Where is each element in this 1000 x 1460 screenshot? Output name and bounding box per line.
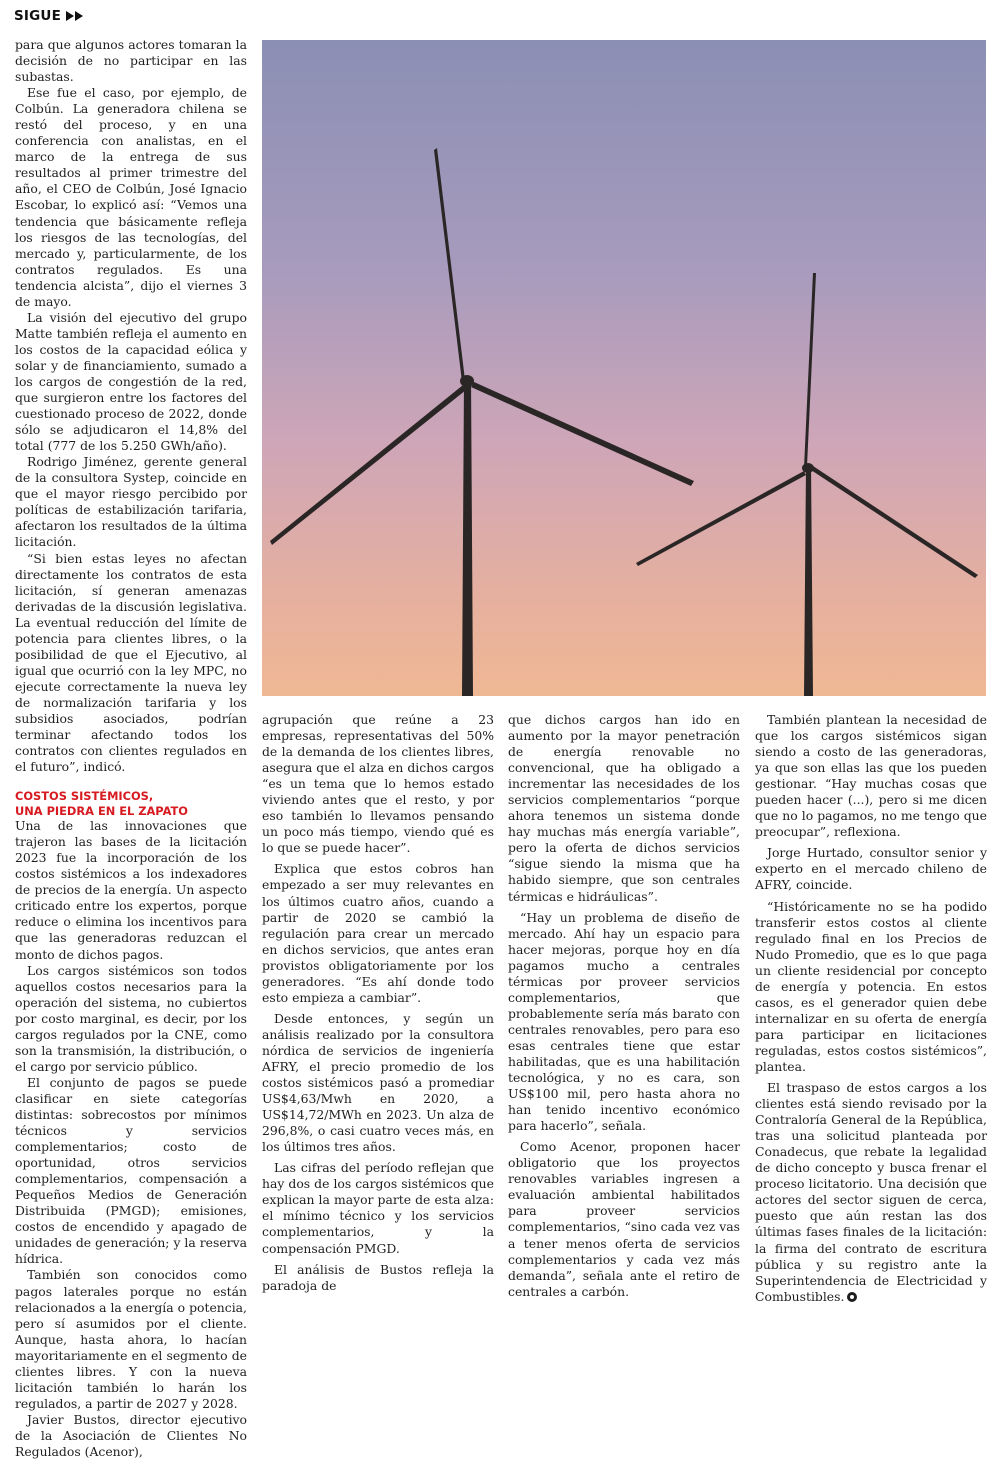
paragraph: El análisis de Bustos refleja la paradoja de [262, 1261, 494, 1293]
paragraph: También son conocidos como pagos laterales porque no están relacionados a la energía o potencia, pero sí asumidos por el cliente. Aunque, hasta ahora, lo hacían mayoritariamente en el segmento de clientes libres. Y con la nueva licitación también lo harán los regulados, a partir de 2027 y 2028. [15, 1267, 247, 1411]
paragraph: También plantean la necesidad de que los cargos sistémicos sigan siendo a costo de las generadoras, ya que son ellas las que los pueden gestionar. “Hay muchas cosas que pueden hacer (...), pero si me dicen que no lo pagamos, no me tengo que preocupar”, reflexiona. [755, 712, 987, 840]
paragraph: Jorge Hurtado, consultor senior y experto en el mercado chileno de AFRY, coincide. [755, 845, 987, 893]
subhead-line: COSTOS SISTÉMICOS, [15, 789, 154, 804]
paragraph: Una de las innovaciones que trajeron las bases de la licitación 2023 fue la incorporación de los costos sistémicos a los indexadores de precios de la energía. Un aspecto criticado entre los expertos, porque reduce o elimina los incentivos para que las generadoras reduzcan el monto de dichos pagos. [15, 818, 247, 962]
paragraph: Javier Bustos, director ejecutivo de la Asociación de Clientes No Regulados (Acenor), [15, 1411, 247, 1459]
paragraph-text: El traspaso de estos cargos a los clientes está siendo revisado por la Contraloría General de la República, tras una solicitud planteada por Conadecus, que rebate la legalidad de dicho concepto y busca frenar el proceso licitatorio. Una decisión que actores del sector siguen de cerca, puesto que aún restan las dos últimas fases finales de la licitación: la firma del contrato de escritura pública y su registro ante la Superintendencia de Electricidad y Combustibles. [755, 1080, 987, 1304]
paragraph: El conjunto de pagos se puede clasificar en siete categorías distintas: sobrecostos por mínimos técnicos y servicios complementarios; costo de oportunidad, otros servicios complementarios, compensación a Pequeños Medios de Generación Distribuida (PMGD); emisiones, costos de encendido y apagado de unidades de generación; y la reserva hídrica. [15, 1074, 247, 1267]
paragraph: “Si bien estas leyes no afectan directamente los contratos de esta licitación, sí generan amenazas derivadas de la discusión legislativa. La eventual reducción del límite de potencia para clientes libres, o la posibilidad de que el Ejecutivo, al igual que ocurrió con la ley MPC, no ejecute correctamente la nueva ley de normalización tarifaria y los subsidios asociados, podrían terminar afectando todos los contratos con clientes regulados en el futuro”, indicó. [15, 550, 247, 775]
continue-header [14, 7, 84, 25]
section-subhead [15, 789, 247, 818]
paragraph: Las cifras del período reflejan que hay dos de los cargos sistémicos que explican la mayor parte de esta alza: el mínimo técnico y los servicios complementarios, y la compensación PMGD. [262, 1160, 494, 1256]
paragraph: Como Acenor, proponen hacer obligatorio que los proyectos renovables variables ingresen a evaluación ambiental habilitados para proveer servicios complementarios, “sino cada vez vas a tener menos oferta de servicios complementarios y cada vez más demanda”, señala ante el retiro de centrales a carbón. [508, 1139, 740, 1299]
paragraph-final [755, 1080, 987, 1305]
paragraph: Ese fue el caso, por ejemplo, de Colbún. La generadora chilena se restó del proceso, y en una conferencia con analistas, en el marco de la entrega de sus resultados al primer trimestre del año, el CEO de Colbún, José Ignacio Escobar, lo explicó así: “Vemos una tendencia que básicamente refleja los riesgos de las tecnologías, del mercado y, particularmente, de los contratos regulados. Es una tendencia alcista”, dijo el viernes 3 de mayo. [15, 85, 247, 309]
end-of-article-icon [847, 1292, 857, 1302]
paragraph: “Hay un problema de diseño de mercado. Ahí hay un espacio para hacer mejoras, porque hoy en día pagamos mucho a centrales térmicas por proveer servicios complementarios, que probablemente sería más barato con centrales renovables, pero para eso esas centrales tiene que estar habilitadas, que es una habilitación tecnológica, y no es cara, son US$100 mil, pero hasta ahora no han tenido incentivo económico para hacerlo”, señala. [508, 909, 740, 1134]
paragraph: Los cargos sistémicos son todos aquellos costos necesarios para la operación del sistema, no cubiertos por costo marginal, es decir, por los cargos regulados por la CNE, como son la transmisión, la distribución, o el cargo por servicio público. [15, 962, 247, 1074]
article-column-4 [755, 712, 987, 1305]
wind-turbines-photo [262, 40, 986, 696]
article-column-3 [508, 712, 740, 1300]
paragraph: para que algunos actores tomaran la decisión de no participar en las subastas. [15, 37, 247, 85]
paragraph: Explica que estos cobros han empezado a ser muy relevantes en los últimos cuatro años, cuando a partir de 2020 se cambió la regulación para crear un mercado en dichos servicios, que antes eran provistos obligatoriamente por los generadores. “Es ahí donde todo esto empieza a cambiar”. [262, 861, 494, 1005]
article-column-2 [262, 712, 494, 1294]
double-play-icon [66, 11, 84, 21]
paragraph: La visión del ejecutivo del grupo Matte también refleja el aumento en los costos de la capacidad eólica y solar y de financiamiento, sumado a los cargos de congestión de la red, que surgieron entre los factores del cuestionado proceso de 2022, donde sólo se adjudicaron el 14,8% del total (777 de los 5.250 GWh/año). [15, 309, 247, 454]
continue-label: SIGUE [14, 8, 62, 24]
paragraph: agrupación que reúne a 23 empresas, representativas del 50% de la demanda de los clientes libres, asegura que el alza en dichos cargos “es un tema que lo hemos estado viviendo antes que el resto, y por eso también lo llevamos pensando un poco más tiempo, viendo qué es lo que se puede hacer”. [262, 712, 494, 856]
paragraph: que dichos cargos han ido en aumento por la mayor penetración de energía renovable no convencional, que ha obligado a incrementar las necesidades de los servicios complementarios “porque ahora tenemos un sistema donde hay muchas más energía variable”, pero la oferta de dichos servicios “sigue siendo la misma que ha habido siempre, que son centrales térmicas e hidráulicas”. [508, 712, 740, 904]
paragraph: Rodrigo Jiménez, gerente general de la consultora Systep, coincide en que el mayor riesgo percibido por políticas de estabilización tarifaria, afectaron los resultados de la última licitación. [15, 454, 247, 550]
paragraph: “Históricamente no se ha podido transferir estos costos al cliente regulado final en los Precios de Nudo Promedio, que es lo que paga un cliente residencial por concepto de energía y potencia. En estos casos, es el generador quien debe internalizar en su oferta de energía para participar en licitaciones reguladas, estos costos sistémicos”, plantea. [755, 898, 987, 1074]
subhead-line: UNA PIEDRA EN EL ZAPATO [15, 803, 188, 818]
article-column-1 [15, 37, 247, 1460]
paragraph: Desde entonces, y según un análisis realizado por la consultora nórdica de servicios de ingeniería AFRY, el precio promedio de los costos sistémicos pasó a promediar US$4,63/Mwh en 2020, a US$14,72/MWh en 2023. Un alza de 296,8%, o casi cuatro veces más, en los últimos tres años. [262, 1010, 494, 1155]
